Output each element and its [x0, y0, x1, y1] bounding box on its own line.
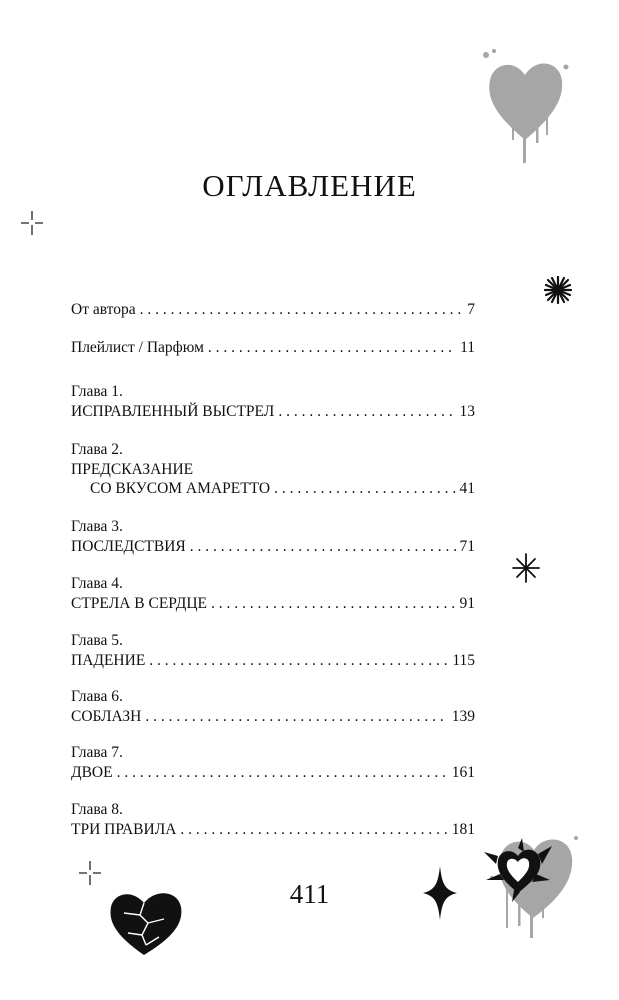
chapter-page: 91 [459, 594, 475, 612]
toc-leader-dots [140, 300, 464, 320]
toc-leader-dots [145, 707, 447, 727]
chapter-page: 161 [451, 763, 475, 781]
chapter-title: ДВОЕ [71, 763, 113, 781]
toc-leader-dots [278, 402, 455, 422]
chapter-label: Глава 7. [71, 744, 123, 761]
toc-entry-from-author[interactable] [71, 300, 475, 320]
chapter-page: 181 [451, 820, 475, 838]
chapter-label: Глава 4. [71, 575, 123, 592]
chapter-page: 41 [459, 480, 475, 497]
star-icon [512, 553, 540, 583]
page-title: ОГЛАВЛЕНИЕ [202, 168, 417, 203]
chapter-title: СОБЛАЗН [71, 707, 142, 725]
chapter-label: Глава 1. [71, 383, 123, 400]
chapter-page: 13 [459, 402, 475, 420]
toc-entry-chapter-3[interactable] [71, 517, 475, 556]
toc-entry-title: Плейлист / Парфюм [71, 339, 204, 356]
toc-entry-chapter-2[interactable] [71, 440, 475, 499]
starburst-icon [544, 276, 572, 304]
chapter-page: 139 [451, 707, 475, 725]
chapter-page: 115 [452, 651, 475, 669]
chapter-title: ПОСЛЕДСТВИЯ [71, 537, 186, 555]
toc-entry-chapter-6[interactable] [71, 687, 475, 726]
chapter-title-line1: ПРЕДСКАЗАНИЕ [71, 460, 194, 478]
black-cracked-heart-icon [104, 885, 186, 957]
gray-dripping-heart-icon [478, 45, 573, 170]
sparkle-cross-icon [78, 860, 102, 886]
four-point-star-icon [423, 866, 457, 920]
toc-entry-chapter-8[interactable] [71, 800, 475, 839]
toc-entry-playlist[interactable] [71, 338, 475, 358]
toc-leader-dots [211, 594, 456, 614]
toc-entry-chapter-5[interactable] [71, 631, 475, 670]
toc-leader-dots [190, 537, 456, 557]
chapter-title: ПАДЕНИЕ [71, 651, 146, 669]
toc-leader-dots [274, 479, 455, 499]
chapter-label: Глава 5. [71, 632, 123, 649]
toc-entry-chapter-1[interactable] [71, 382, 475, 421]
chapter-label: Глава 6. [71, 688, 123, 705]
toc-leader-dots [117, 763, 448, 783]
chapter-page: 71 [459, 537, 475, 555]
toc-entry-chapter-4[interactable] [71, 574, 475, 613]
sparkle-cross-icon [20, 210, 44, 236]
toc-leader-dots [208, 338, 456, 358]
chapter-title: ИСПРАВЛЕННЫЙ ВЫСТРЕЛ [71, 402, 275, 420]
page-number: 411 [289, 879, 330, 909]
toc-entry-chapter-7[interactable] [71, 743, 475, 782]
chapter-title: СТРЕЛА В СЕРДЦЕ [71, 594, 207, 612]
toc-entry-page: 7 [467, 301, 475, 318]
toc-leader-dots [149, 651, 448, 671]
toc-entry-page: 11 [460, 339, 475, 356]
chapter-title: ТРИ ПРАВИЛА [71, 820, 177, 838]
chapter-title: СО ВКУСОМ АМАРЕТТО [90, 480, 271, 497]
chapter-label: Глава 2. [71, 441, 123, 458]
chapter-label: Глава 8. [71, 801, 123, 818]
toc-leader-dots [180, 820, 447, 840]
toc-entry-title: От автора [71, 301, 136, 318]
chapter-label: Глава 3. [71, 518, 123, 535]
gray-heart-with-spiked-heart-icon [478, 818, 582, 948]
